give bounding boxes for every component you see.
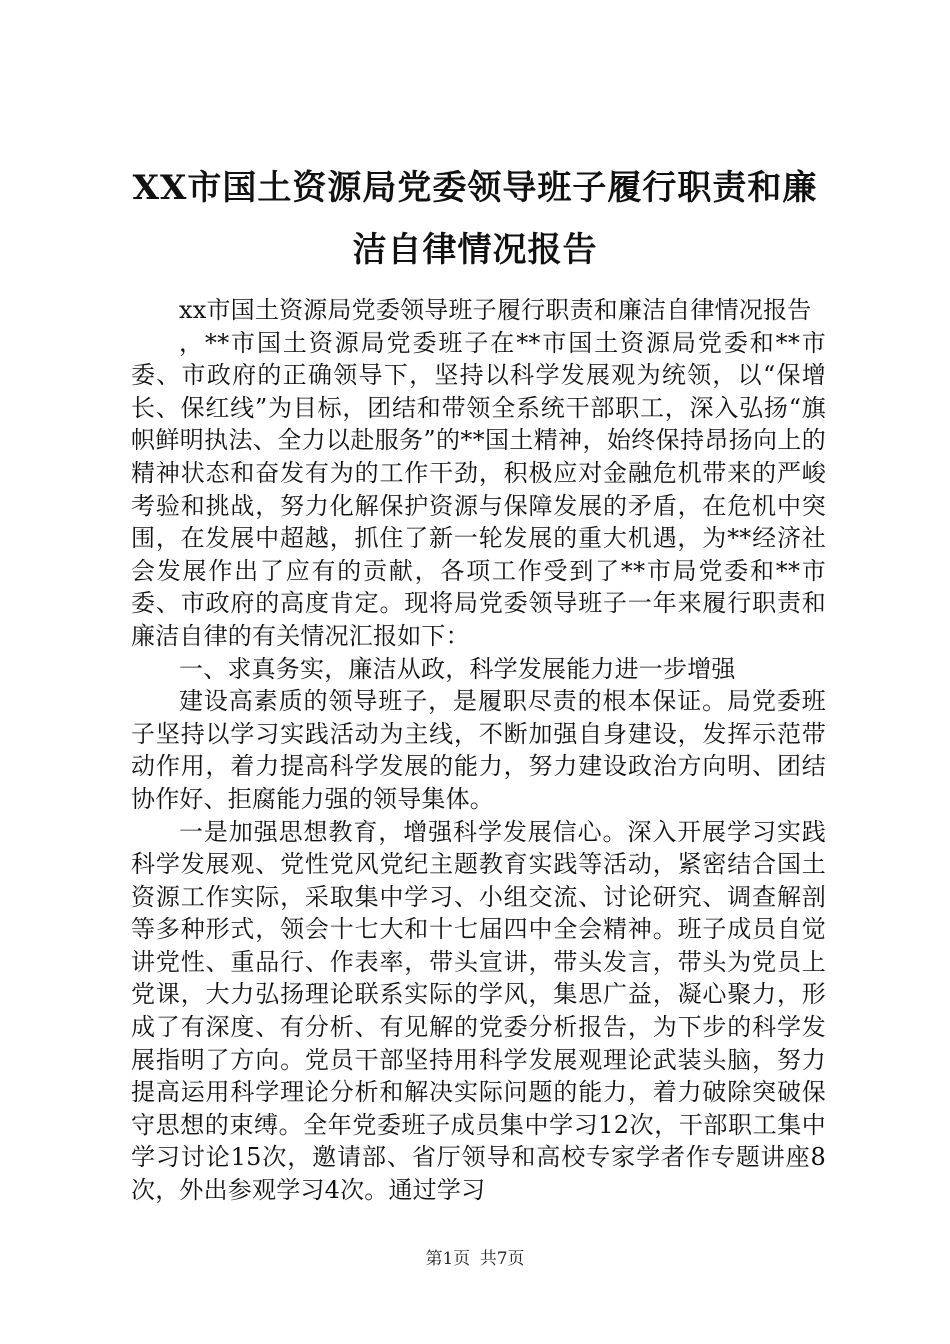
section-heading-1: 一、求真务实，廉洁从政，科学发展能力进一步增强 [179,654,736,683]
document-title-line-1: XX市国土资源局党委领导班子履行职责和廉 [132,168,818,208]
page-footer [0,1244,950,1269]
paragraph-education: 一是加强思想教育，增强科学发展信心。深入开展学习实践科学发展观、党性党风党纪主题教育实践等活动，紧密结合国土资源工作实际，采取集中学习、小组交流、讨论研究、调查解剖等多种形式，领会十七大和十七届四中全会精神。班子成员自觉讲党性、重品行、作表率，带头宣讲，带头发言，带头为党员上党课，大力弘扬理论联系实际的学风，集思广益，凝心聚力，形成了有深度、有分析、有见解的党委分析报告，为下步的科学发展指明了方向。党员干部坚持用科学发展观理论武装头脑，努力提高运用科学理论分析和解决实际问题的能力，着力破除突破保守思想的束缚。全年党委班子成员集中学习12次，干部职工集中学习讨论15次，邀请部、省厅领导和高校专家学者作专题讲座8次，外出参观学习4次。通过学习 [131,817,826,1205]
paragraph-intro: ，**市国土资源局党委班子在**市国土资源局党委和**市委、市政府的正确领导下，坚持以科学发展观为统领，以“保增长、保红线”为目标，团结和带领全系统干部职工，深入弘扬“旗帜鲜明执法、全力以赴服务”的**国土精神，始终保持昂扬向上的精神状态和奋发有为的工作干劲，积极应对金融危机带来的严峻考验和挑战，努力化解保护资源与保障发展的矛盾，在危机中突围，在发展中超越，抓住了新一轮发展的重大机遇，为**经济社会发展作出了应有的贡献，各项工作受到了**市局党委和**市委、市政府的高度肯定。现将局党委领导班子一年来履行职责和廉洁自律的有关情况汇报如下： [131,328,826,650]
paragraph-leadership: 建设高素质的领导班子，是履职尽责的根本保证。局党委班子坚持以学习实践活动为主线，不断加强自身建设，发挥示范带动作用，着力提高科学发展的能力，努力建设政治方向明、团结协作好、拒腐能力强的领导集体。 [131,687,826,813]
document-body [131,294,826,1207]
page-total: 共7页 [479,1249,525,1269]
document-title-line-2: 洁自律情况报告 [352,230,598,270]
paragraph-report-name: xx市国土资源局党委领导班子履行职责和廉洁自律情况报告 [179,296,812,324]
page-number: 第1页 [425,1249,471,1269]
